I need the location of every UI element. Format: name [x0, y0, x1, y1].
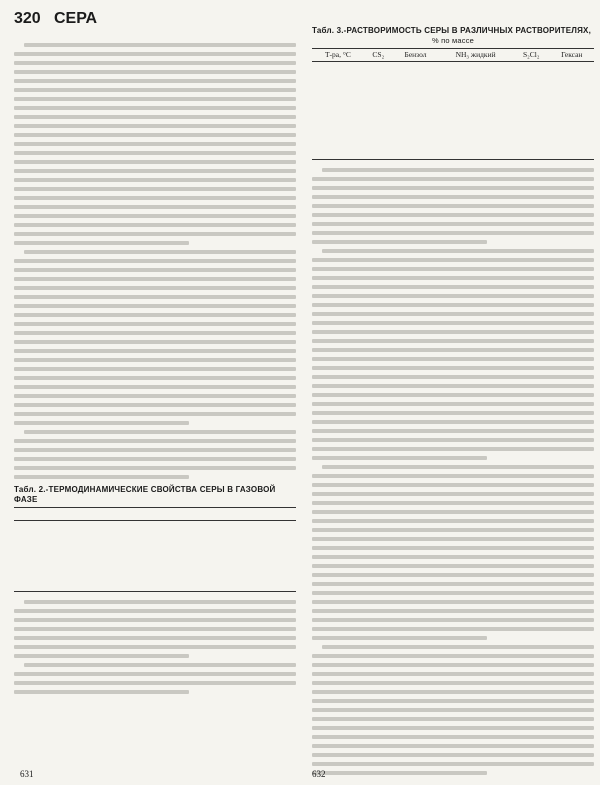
text-line-placeholder [312, 276, 594, 280]
table-cell [14, 530, 85, 539]
table-cell [312, 150, 364, 159]
table-cell [226, 547, 297, 556]
table-cell [364, 115, 393, 124]
text-line-placeholder [312, 456, 487, 460]
text-line-placeholder [14, 645, 296, 649]
table-cell [438, 88, 513, 97]
text-line-placeholder [14, 457, 296, 461]
text-line-placeholder [14, 160, 296, 164]
text-line-placeholder [14, 439, 296, 443]
table-cell [550, 88, 594, 97]
text-line-placeholder [312, 519, 594, 523]
table-row [312, 88, 594, 97]
text-line-placeholder [312, 267, 594, 271]
text-line-placeholder [312, 294, 594, 298]
text-line-placeholder [14, 322, 296, 326]
text-line-placeholder [14, 169, 296, 173]
text-line-placeholder [24, 250, 296, 254]
text-line-placeholder [312, 483, 594, 487]
text-line-placeholder [14, 403, 296, 407]
table-2 [14, 485, 296, 592]
text-line-placeholder [14, 421, 189, 425]
table-cell [393, 88, 438, 97]
table-cell [364, 88, 393, 97]
text-line-placeholder [312, 528, 594, 532]
text-line-placeholder [312, 744, 594, 748]
table-cell [155, 556, 226, 565]
footer-right-number: 632 [312, 769, 326, 779]
table-row [312, 71, 594, 80]
table-cell [312, 88, 364, 97]
table-cell [513, 124, 550, 133]
paragraph [14, 250, 296, 425]
text-line-placeholder [322, 645, 594, 649]
table-cell [364, 132, 393, 141]
table-cell [393, 141, 438, 150]
table-cell [14, 574, 85, 583]
text-line-placeholder [312, 564, 594, 568]
table-3-header: Гексан [550, 49, 594, 62]
text-line-placeholder [312, 222, 594, 226]
table-cell [364, 80, 393, 89]
paragraph [14, 430, 296, 479]
table-2-header [14, 508, 85, 521]
text-line-placeholder [312, 708, 594, 712]
table-cell [393, 115, 438, 124]
text-line-placeholder [312, 348, 594, 352]
text-line-placeholder [14, 376, 296, 380]
text-line-placeholder [14, 223, 296, 227]
table-cell [550, 97, 594, 106]
table-cell [312, 71, 364, 80]
table-cell [438, 141, 513, 150]
table-header-row [312, 49, 594, 62]
text-line-placeholder [312, 213, 594, 217]
text-line-placeholder [312, 186, 594, 190]
text-line-placeholder [14, 627, 296, 631]
table-cell [226, 583, 297, 592]
text-line-placeholder [14, 618, 296, 622]
text-line-placeholder [312, 654, 594, 658]
table-row [312, 80, 594, 89]
table-cell [438, 71, 513, 80]
table-3-header: NH₃ жидкий [438, 49, 513, 62]
table-row [312, 97, 594, 106]
text-line-placeholder [322, 249, 594, 253]
text-line-placeholder [14, 304, 296, 308]
table-cell [364, 150, 393, 159]
table-cell [438, 132, 513, 141]
text-line-placeholder [14, 124, 296, 128]
table-2-caption: Табл. 2.-ТЕРМОДИНАМИЧЕСКИЕ СВОЙСТВА СЕРЫ В ГАЗОВОЙ ФАЗЕ [14, 485, 276, 504]
table-3 [312, 26, 594, 160]
table-cell [14, 521, 85, 530]
text-line-placeholder [14, 214, 296, 218]
table-cell [14, 539, 85, 548]
table-row [14, 583, 296, 592]
text-line-placeholder [312, 339, 594, 343]
text-line-placeholder [312, 366, 594, 370]
table-cell [438, 97, 513, 106]
table-cell [550, 62, 594, 71]
table-cell [14, 565, 85, 574]
table-3-grid [312, 48, 594, 160]
table-cell [393, 62, 438, 71]
text-line-placeholder [312, 537, 594, 541]
table-row [14, 530, 296, 539]
text-line-placeholder [14, 61, 296, 65]
table-cell [513, 88, 550, 97]
text-line-placeholder [14, 466, 296, 470]
table-cell [364, 97, 393, 106]
table-cell [438, 80, 513, 89]
text-line-placeholder [14, 475, 189, 479]
text-line-placeholder [312, 303, 594, 307]
table-cell [155, 547, 226, 556]
text-line-placeholder [312, 627, 594, 631]
paragraph [312, 168, 594, 244]
table-cell [312, 80, 364, 89]
table-cell [226, 521, 297, 530]
text-line-placeholder [312, 591, 594, 595]
table-cell [312, 115, 364, 124]
table-cell [550, 141, 594, 150]
table-3-header: CS₂ [364, 49, 393, 62]
table-cell [393, 80, 438, 89]
table-cell [513, 150, 550, 159]
table-cell [550, 150, 594, 159]
text-line-placeholder [14, 609, 296, 613]
text-line-placeholder [312, 231, 594, 235]
table-cell [85, 565, 156, 574]
table-cell [85, 530, 156, 539]
table-row [312, 141, 594, 150]
table-cell [226, 539, 297, 548]
text-line-placeholder [312, 474, 594, 478]
text-line-placeholder [312, 204, 594, 208]
table-cell [364, 106, 393, 115]
text-line-placeholder [14, 367, 296, 371]
text-line-placeholder [312, 321, 594, 325]
table-cell [85, 521, 156, 530]
table-2-header [226, 508, 297, 521]
table-cell [550, 80, 594, 89]
text-line-placeholder [14, 349, 296, 353]
table-cell [393, 106, 438, 115]
table-cell [85, 556, 156, 565]
table-3-caption [312, 26, 594, 46]
text-line-placeholder [312, 762, 594, 766]
text-line-placeholder [312, 375, 594, 379]
text-line-placeholder [24, 600, 296, 604]
right-column [312, 26, 594, 780]
table-cell [155, 521, 226, 530]
table-cell [312, 97, 364, 106]
table-cell [155, 574, 226, 583]
text-line-placeholder [312, 312, 594, 316]
table-cell [513, 71, 550, 80]
text-line-placeholder [312, 672, 594, 676]
paragraph [14, 43, 296, 245]
text-line-placeholder [14, 196, 296, 200]
table-cell [513, 132, 550, 141]
table-cell [393, 97, 438, 106]
table-row [312, 106, 594, 115]
text-line-placeholder [14, 232, 296, 236]
table-cell [550, 115, 594, 124]
text-line-placeholder [312, 582, 594, 586]
table-cell [513, 80, 550, 89]
text-line-placeholder [312, 411, 594, 415]
table-cell [550, 124, 594, 133]
text-line-placeholder [312, 357, 594, 361]
table-cell [438, 115, 513, 124]
text-line-placeholder [14, 331, 296, 335]
text-line-placeholder [312, 636, 487, 640]
text-line-placeholder [14, 448, 296, 452]
table-3-subtitle: % по массе [431, 36, 475, 45]
text-line-placeholder [14, 340, 296, 344]
table-cell [550, 106, 594, 115]
text-line-placeholder [322, 465, 594, 469]
text-line-placeholder [24, 43, 296, 47]
text-line-placeholder [312, 618, 594, 622]
text-line-placeholder [312, 447, 594, 451]
text-line-placeholder [14, 70, 296, 74]
text-line-placeholder [24, 430, 296, 434]
text-line-placeholder [14, 178, 296, 182]
text-line-placeholder [312, 330, 594, 334]
text-line-placeholder [14, 52, 296, 56]
table-row [14, 565, 296, 574]
text-line-placeholder [312, 573, 594, 577]
table-cell [438, 150, 513, 159]
table-cell [312, 124, 364, 133]
table-row [312, 115, 594, 124]
table-cell [312, 106, 364, 115]
text-line-placeholder [14, 358, 296, 362]
table-cell [85, 583, 156, 592]
text-line-placeholder [312, 492, 594, 496]
table-cell [364, 124, 393, 133]
table-row [14, 574, 296, 583]
text-line-placeholder [14, 268, 296, 272]
text-line-placeholder [14, 259, 296, 263]
text-line-placeholder [14, 277, 296, 281]
text-line-placeholder [14, 142, 296, 146]
text-line-placeholder [312, 681, 594, 685]
text-line-placeholder [312, 240, 487, 244]
table-row [14, 547, 296, 556]
table-row [312, 62, 594, 71]
table-3-title: Табл. 3.-РАСТВОРИМОСТЬ СЕРЫ В РАЗЛИЧНЫХ РАСТВОРИТЕЛЯХ, [312, 26, 592, 35]
table-cell [513, 106, 550, 115]
text-line-placeholder [312, 690, 594, 694]
text-line-placeholder [14, 106, 296, 110]
text-line-placeholder [14, 690, 189, 694]
paragraph [14, 600, 296, 658]
text-line-placeholder [14, 187, 296, 191]
table-cell [85, 574, 156, 583]
text-line-placeholder [14, 295, 296, 299]
table-cell [14, 547, 85, 556]
table-cell [393, 132, 438, 141]
table-3-header: S₂Cl₂ [513, 49, 550, 62]
table-cell [85, 547, 156, 556]
table-3-header: Т-ра, °С [312, 49, 364, 62]
text-line-placeholder [312, 735, 594, 739]
paragraph [14, 663, 296, 694]
table-cell [226, 565, 297, 574]
text-line-placeholder [312, 600, 594, 604]
text-line-placeholder [312, 429, 594, 433]
text-line-placeholder [312, 501, 594, 505]
table-cell [312, 141, 364, 150]
table-row [312, 150, 594, 159]
paragraph [312, 465, 594, 640]
table-cell [438, 106, 513, 115]
text-line-placeholder [312, 717, 594, 721]
table-cell [513, 97, 550, 106]
text-line-placeholder [14, 286, 296, 290]
table-3-header: Бензол [393, 49, 438, 62]
text-line-placeholder [14, 636, 296, 640]
table-header-row [14, 508, 296, 521]
text-line-placeholder [14, 313, 296, 317]
text-line-placeholder [14, 88, 296, 92]
text-line-placeholder [14, 115, 296, 119]
table-cell [155, 565, 226, 574]
table-cell [438, 62, 513, 71]
text-line-placeholder [312, 726, 594, 730]
table-cell [513, 141, 550, 150]
text-line-placeholder [14, 205, 296, 209]
table-cell [85, 539, 156, 548]
table-row [312, 124, 594, 133]
table-cell [312, 132, 364, 141]
table-row [14, 556, 296, 565]
text-line-placeholder [14, 654, 189, 658]
table-cell [155, 583, 226, 592]
text-line-placeholder [312, 402, 594, 406]
table-cell [550, 132, 594, 141]
table-cell [438, 124, 513, 133]
text-line-placeholder [14, 412, 296, 416]
table-cell [513, 115, 550, 124]
text-line-placeholder [14, 394, 296, 398]
table-row [312, 132, 594, 141]
text-line-placeholder [14, 133, 296, 137]
table-row [14, 539, 296, 548]
text-line-placeholder [312, 609, 594, 613]
table-cell [312, 62, 364, 71]
text-line-placeholder [312, 177, 594, 181]
table-cell [364, 71, 393, 80]
text-line-placeholder [14, 385, 296, 389]
table-cell [226, 530, 297, 539]
table-cell [226, 556, 297, 565]
text-line-placeholder [312, 420, 594, 424]
text-line-placeholder [14, 151, 296, 155]
head-word: СЕРА [54, 10, 98, 27]
text-line-placeholder [322, 168, 594, 172]
table-cell [513, 62, 550, 71]
text-line-placeholder [312, 699, 594, 703]
text-line-placeholder [312, 753, 594, 757]
text-line-placeholder [312, 510, 594, 514]
table-cell [393, 71, 438, 80]
text-line-placeholder [24, 663, 296, 667]
table-2-grid [14, 507, 296, 592]
text-line-placeholder [14, 241, 189, 245]
table-cell [14, 583, 85, 592]
paragraph [312, 645, 594, 775]
table-cell [550, 71, 594, 80]
text-line-placeholder [312, 555, 594, 559]
table-cell [226, 574, 297, 583]
text-line-placeholder [312, 393, 594, 397]
table-cell [364, 62, 393, 71]
table-cell [155, 539, 226, 548]
table-cell [14, 556, 85, 565]
text-line-placeholder [312, 438, 594, 442]
table-2-header [155, 508, 226, 521]
text-line-placeholder [312, 384, 594, 388]
left-column [14, 26, 296, 699]
text-line-placeholder [14, 79, 296, 83]
paragraph [312, 249, 594, 460]
text-line-placeholder [312, 546, 594, 550]
page-number: 320 [14, 10, 41, 27]
text-line-placeholder [312, 771, 487, 775]
text-line-placeholder [312, 195, 594, 199]
table-cell [155, 530, 226, 539]
table-cell [393, 150, 438, 159]
table-2-header [85, 508, 156, 521]
text-line-placeholder [14, 672, 296, 676]
text-line-placeholder [312, 285, 594, 289]
table-cell [364, 141, 393, 150]
table-row [14, 521, 296, 530]
text-line-placeholder [312, 258, 594, 262]
text-line-placeholder [312, 663, 594, 667]
footer-left-number: 631 [20, 769, 34, 779]
table-cell [393, 124, 438, 133]
text-line-placeholder [14, 681, 296, 685]
text-line-placeholder [14, 97, 296, 101]
